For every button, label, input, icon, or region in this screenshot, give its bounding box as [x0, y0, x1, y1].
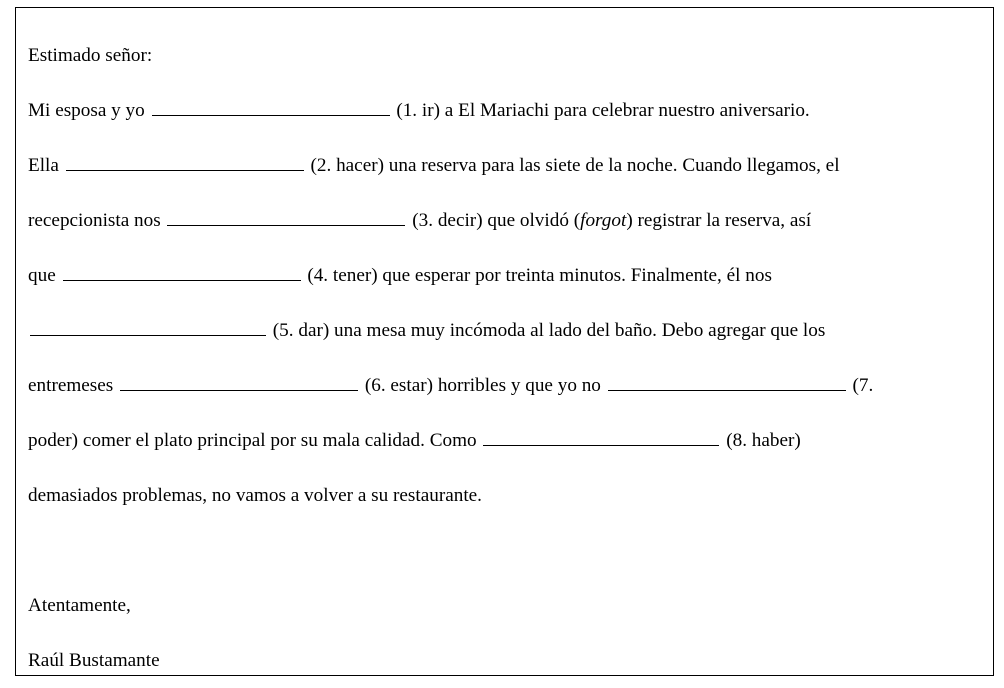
answer-blank-5[interactable]	[30, 315, 266, 336]
letter-text: (3. decir) que olvidó (	[407, 210, 581, 231]
answer-blank-4[interactable]	[63, 260, 301, 281]
answer-blank-2[interactable]	[66, 150, 304, 171]
letter-line	[28, 468, 985, 523]
letter-text: recepcionista nos	[28, 210, 166, 231]
letter-text: poder) comer el plato principal por su mala calidad. Como	[28, 430, 482, 451]
english-gloss: forgot	[580, 210, 627, 231]
letter-text: (6. estar) horribles y que yo no	[360, 375, 606, 396]
letter-text: Atentamente,	[28, 595, 131, 616]
worksheet-border-frame	[15, 7, 994, 676]
letter-text: (5. dar) una mesa muy incómoda al lado del baño. Debo agregar que los	[268, 320, 826, 341]
letter-text: entremeses	[28, 375, 119, 396]
letter-text: Raúl Bustamante	[28, 650, 160, 671]
letter-text: que	[28, 265, 61, 286]
letter-line	[28, 358, 985, 413]
letter-blank-line	[28, 523, 985, 578]
letter-line	[28, 633, 985, 688]
letter-text: (4. tener) que esperar por treinta minutos. Finalmente, él nos	[302, 265, 772, 286]
answer-blank-6[interactable]	[120, 370, 358, 391]
letter-line	[28, 83, 985, 138]
letter-text: demasiados problemas, no vamos a volver a su restaurante.	[28, 485, 482, 506]
answer-blank-3[interactable]	[167, 205, 405, 226]
letter-text: Mi esposa y yo	[28, 100, 150, 121]
letter-line	[28, 248, 985, 303]
answer-blank-7[interactable]	[608, 370, 846, 391]
letter-text: (7.	[847, 375, 874, 396]
letter-line	[28, 28, 985, 83]
letter-text: (8. haber)	[721, 430, 801, 451]
letter-line	[28, 578, 985, 633]
letter-text: (2. hacer) una reserva para las siete de la noche. Cuando llegamos, el	[305, 155, 840, 176]
letter-text: Ella	[28, 155, 64, 176]
answer-blank-8[interactable]	[483, 425, 719, 446]
letter-body	[28, 28, 985, 688]
letter-line	[28, 138, 985, 193]
answer-blank-1[interactable]	[152, 95, 390, 116]
letter-text: ) registrar la reserva, así	[626, 210, 812, 231]
letter-text: Estimado señor:	[28, 45, 153, 66]
letter-line	[28, 413, 985, 468]
letter-text: (1. ir) a El Mariachi para celebrar nuestro aniversario.	[391, 100, 810, 121]
letter-line	[28, 193, 985, 248]
letter-line	[28, 303, 985, 358]
